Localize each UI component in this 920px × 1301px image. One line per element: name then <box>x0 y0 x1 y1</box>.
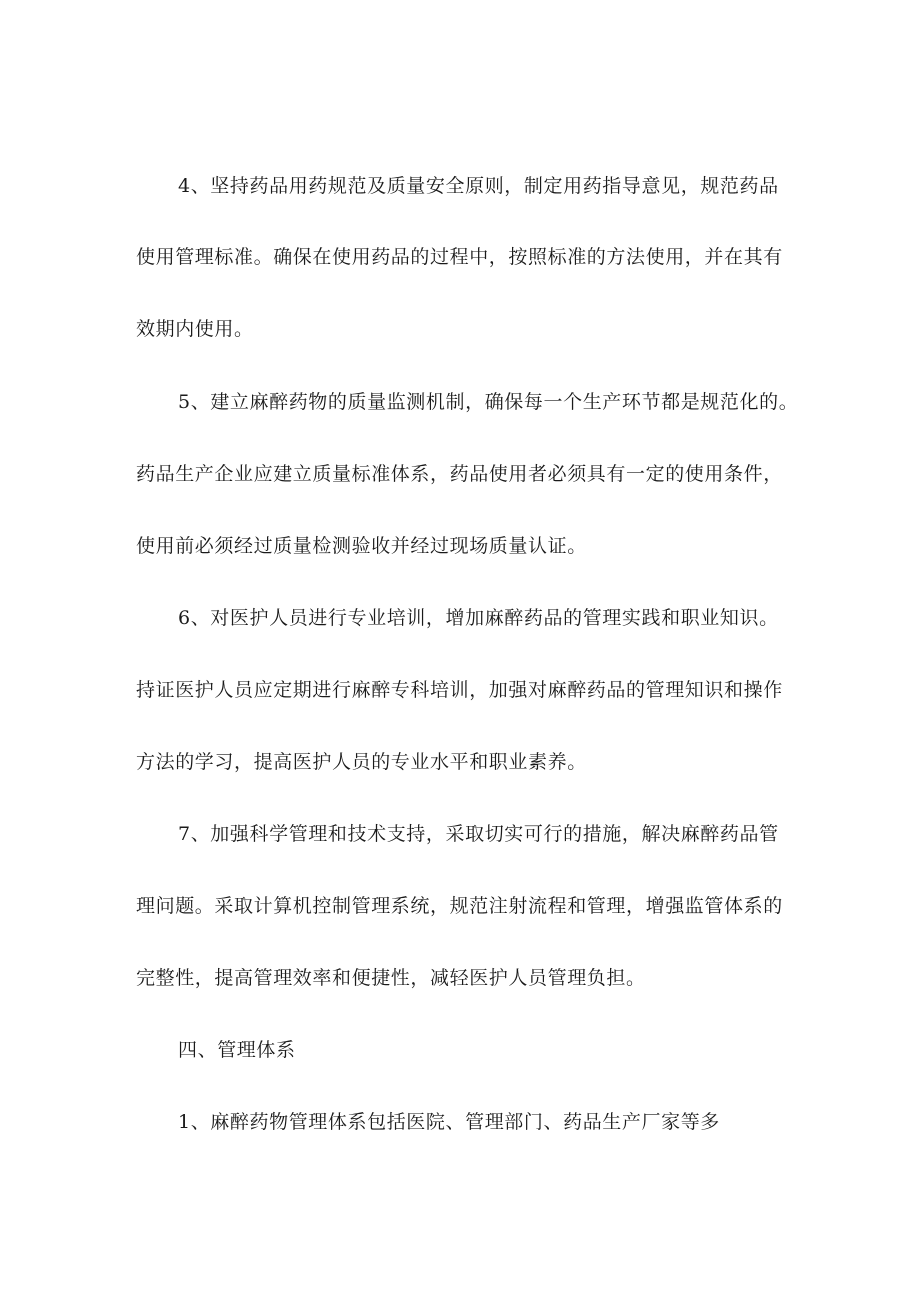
paragraph-4-line-3: 效期内使用。 <box>136 318 254 340</box>
paragraph-6-line-1: 6、对医护人员进行专业培训，增加麻醉药品的管理实践和职业知识。 <box>178 607 779 629</box>
paragraph-5-line-3: 使用前必须经过质量检测验收并经过现场质量认证。 <box>136 535 587 557</box>
paragraph-4-line-1: 4、坚持药品用药规范及质量安全原则，制定用药指导意见，规范药品 <box>178 175 779 197</box>
paragraph-5-line-2: 药品生产企业应建立质量标准体系，药品使用者必须具有一定的使用条件， <box>136 463 783 485</box>
paragraph-6-line-2: 持证医护人员应定期进行麻醉专科培训，加强对麻醉药品的管理知识和操作 <box>136 679 783 701</box>
paragraph-5-line-1: 5、建立麻醉药物的质量监测机制，确保每一个生产环节都是规范化的。 <box>178 391 799 413</box>
paragraph-7-line-3: 完整性，提高管理效率和便捷性，减轻医护人员管理负担。 <box>136 967 646 989</box>
paragraph-7-line-1: 7、加强科学管理和技术支持，采取切实可行的措施，解决麻醉药品管 <box>178 823 779 845</box>
paragraph-1-line-1: 1、麻醉药物管理体系包括医院、管理部门、药品生产厂家等多 <box>178 1111 720 1133</box>
paragraph-6-line-3: 方法的学习，提高医护人员的专业水平和职业素养。 <box>136 751 587 773</box>
paragraph-4-line-2: 使用管理标准。确保在使用药品的过程中，按照标准的方法使用，并在其有 <box>136 246 783 268</box>
paragraph-7-line-2: 理问题。采取计算机控制管理系统，规范注射流程和管理，增强监管体系的 <box>136 895 783 917</box>
section-heading: 四、管理体系 <box>178 1039 296 1061</box>
